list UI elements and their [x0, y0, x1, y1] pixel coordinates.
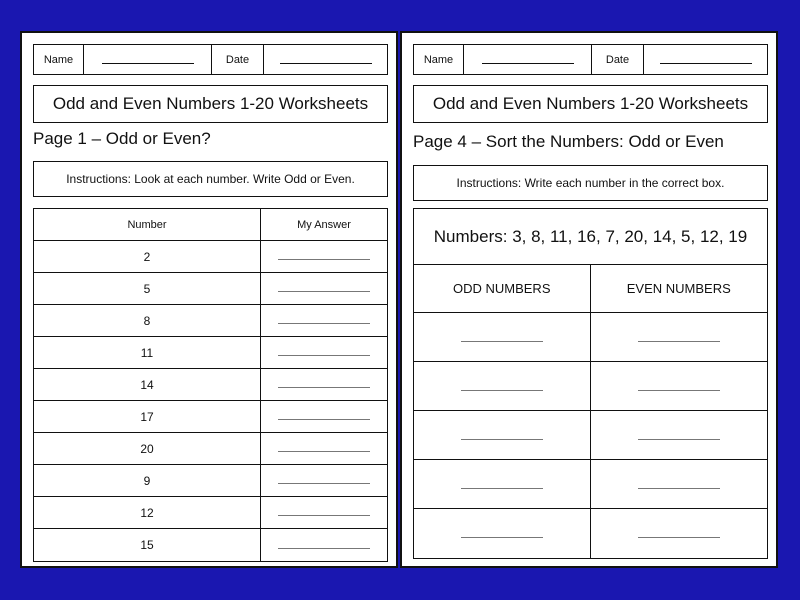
- worksheet-page-right: [400, 31, 778, 568]
- answer-field[interactable]: [261, 337, 387, 368]
- sort-answer-row: [414, 362, 767, 411]
- column-header-answer: My Answer: [297, 218, 351, 231]
- odd-answer-field[interactable]: [414, 509, 591, 558]
- sort-answer-row: [414, 509, 767, 558]
- answer-field[interactable]: [261, 497, 387, 528]
- worksheet-title: Odd and Even Numbers 1-20 Worksheets: [413, 85, 768, 123]
- name-label: Name: [34, 45, 84, 74]
- numbers-list: Numbers: 3, 8, 11, 16, 7, 20, 14, 5, 12, 19: [414, 209, 767, 265]
- answer-field[interactable]: [261, 401, 387, 432]
- number-cell: 15: [34, 529, 261, 561]
- odd-even-table: [33, 208, 388, 562]
- worksheet-title: Odd and Even Numbers 1-20 Worksheets: [33, 85, 388, 123]
- sort-answer-row: [414, 313, 767, 362]
- number-cell: 12: [34, 497, 261, 528]
- table-header-row: [34, 209, 387, 241]
- table-row: [34, 433, 387, 465]
- table-row: [34, 465, 387, 497]
- page-subtitle: Page 4 – Sort the Numbers: Odd or Even: [413, 132, 724, 151]
- table-row: [34, 337, 387, 369]
- answer-field[interactable]: [261, 465, 387, 496]
- even-answer-field[interactable]: [591, 411, 768, 459]
- table-row: [34, 529, 387, 561]
- instructions-box: Instructions: Look at each number. Write Odd or Even.: [33, 161, 388, 197]
- name-field[interactable]: [464, 45, 592, 74]
- date-field[interactable]: [644, 45, 767, 74]
- name-label: Name: [414, 45, 464, 74]
- table-row: [34, 401, 387, 433]
- number-cell: 9: [34, 465, 261, 496]
- even-answer-field[interactable]: [591, 460, 768, 508]
- date-label: Date: [592, 45, 644, 74]
- odd-answer-field[interactable]: [414, 313, 591, 361]
- answer-field[interactable]: [261, 369, 387, 400]
- answer-field[interactable]: [261, 273, 387, 304]
- number-cell: 11: [34, 337, 261, 368]
- sort-numbers-table: [413, 208, 768, 559]
- number-cell: 17: [34, 401, 261, 432]
- column-header-even: EVEN NUMBERS: [626, 281, 731, 296]
- even-answer-field[interactable]: [591, 509, 768, 558]
- sort-header-row: [414, 265, 767, 313]
- answer-field[interactable]: [261, 241, 387, 272]
- date-label: Date: [212, 45, 264, 74]
- date-field[interactable]: [264, 45, 387, 74]
- table-row: [34, 241, 387, 273]
- number-cell: 14: [34, 369, 261, 400]
- table-row: [34, 497, 387, 529]
- sort-answer-row: [414, 460, 767, 509]
- name-date-header: [413, 44, 768, 75]
- number-cell: 2: [34, 241, 261, 272]
- answer-field[interactable]: [261, 305, 387, 336]
- page-subtitle: Page 1 – Odd or Even?: [33, 129, 211, 148]
- even-answer-field[interactable]: [591, 362, 768, 410]
- name-field[interactable]: [84, 45, 212, 74]
- odd-answer-field[interactable]: [414, 411, 591, 459]
- odd-answer-field[interactable]: [414, 460, 591, 508]
- even-answer-field[interactable]: [591, 313, 768, 361]
- column-header-number: Number: [34, 209, 261, 240]
- column-header-odd: ODD NUMBERS: [414, 265, 591, 312]
- number-cell: 20: [34, 433, 261, 464]
- worksheet-page-left: [20, 31, 398, 568]
- instructions-box: Instructions: Write each number in the correct box.: [413, 165, 768, 201]
- number-cell: 8: [34, 305, 261, 336]
- answer-field[interactable]: [261, 433, 387, 464]
- table-row: [34, 273, 387, 305]
- odd-answer-field[interactable]: [414, 362, 591, 410]
- answer-field[interactable]: [261, 529, 387, 561]
- table-row: [34, 305, 387, 337]
- number-cell: 5: [34, 273, 261, 304]
- table-row: [34, 369, 387, 401]
- sort-answer-row: [414, 411, 767, 460]
- name-date-header: [33, 44, 388, 75]
